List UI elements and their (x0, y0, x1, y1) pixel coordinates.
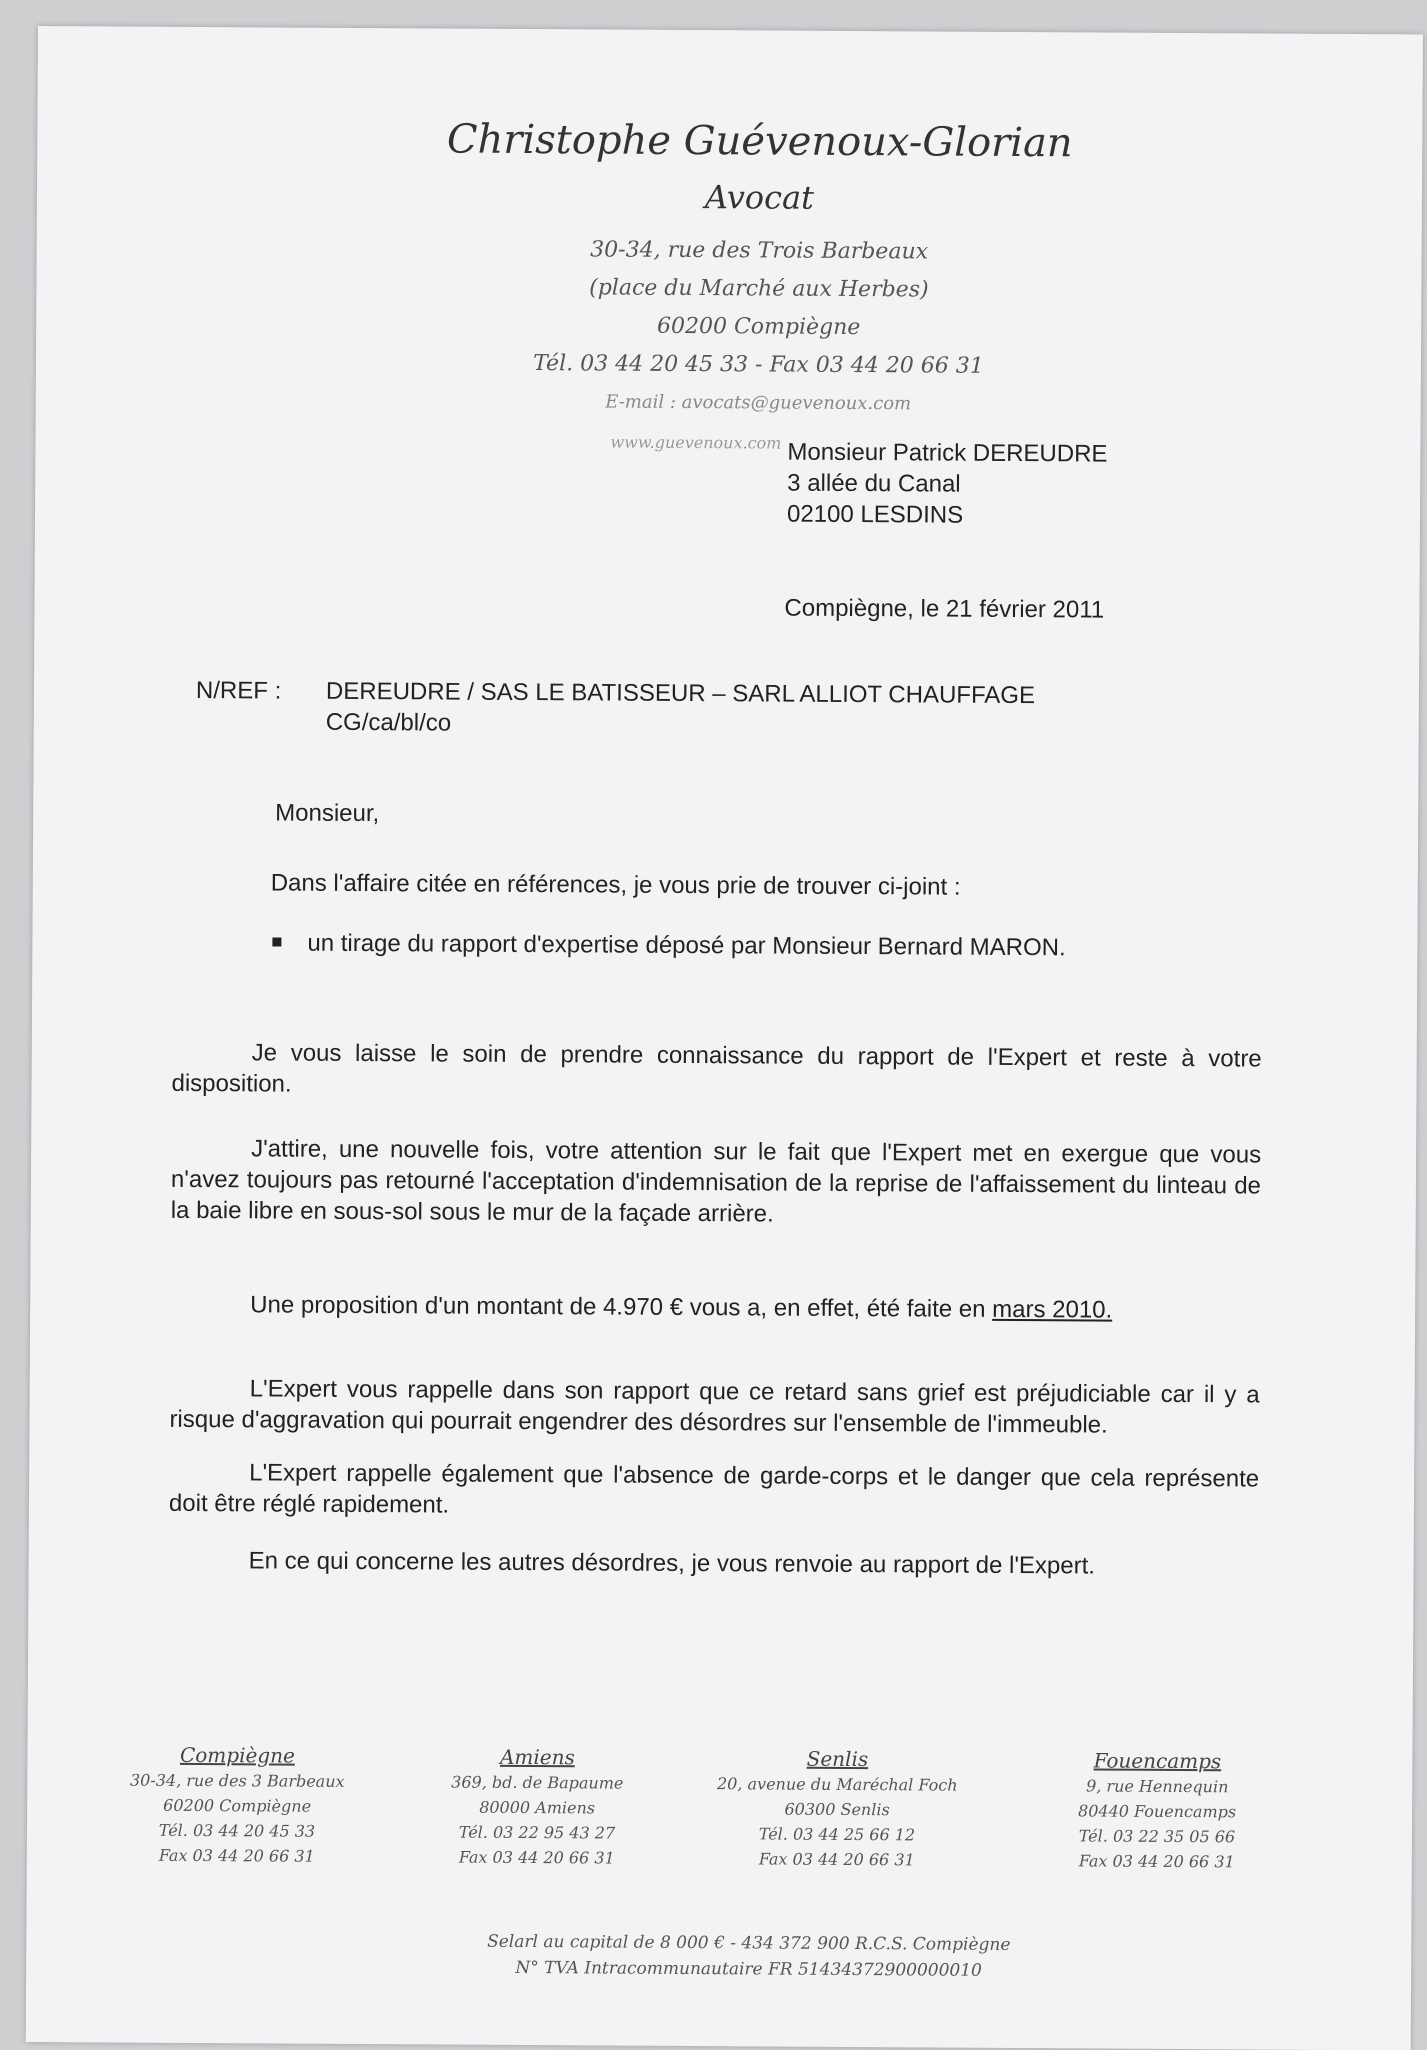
office-compiegne (107, 1742, 368, 1869)
recipient-street: 3 allée du Canal (787, 469, 961, 498)
office-postcode: 80440 Fouencamps (1078, 1801, 1237, 1822)
recipient-city: 02100 LESDINS (786, 500, 964, 529)
office-phone: Tél. 03 44 25 66 12 (758, 1824, 916, 1845)
reference-line-2: CG/ca/bl/co (325, 708, 452, 737)
office-fax: Fax 03 44 20 66 31 (758, 1849, 915, 1870)
letterhead-address-1: 30-34, rue des Trois Barbeaux (590, 237, 929, 265)
paragraph-2: J'attire, une nouvelle fois, votre attention sur le fait que l'Expert met en exergue que vous n'avez toujours pas retourné l'acceptation d'indemnisation de la reprise de l'affaissement du linteau de la baie libre en sous-sol sous le mur de la façade arrière. (170, 1135, 1262, 1228)
paragraph-3 (170, 1289, 1260, 1327)
office-city: Amiens (499, 1744, 575, 1770)
office-senlis (707, 1746, 968, 1873)
reference-line-1: DEREUDRE / SAS LE BATISSEUR – SARL ALLIOT CHAUFFAGE (325, 677, 1036, 710)
paragraph-4: L'Expert vous rappelle dans son rapport que ce retard sans grief est préjudiciable car il y a risque d'aggravation qui pourrait engendrer des désordres sur l'ensemble de l'immeuble. (169, 1375, 1260, 1439)
letterhead-address-3: 60200 Compiègne (656, 313, 861, 341)
letterhead-email: E-mail : avocats@guevenoux.com (605, 391, 912, 415)
office-amiens (407, 1744, 668, 1871)
office-address: 369, bd. de Bapaume (451, 1772, 624, 1793)
lawyer-name: Christophe Guévenoux-Glorian (446, 116, 1073, 167)
office-fax: Fax 03 44 20 66 31 (158, 1845, 315, 1866)
intro-line: Dans l'affaire citée en références, je vous prie de trouver ci-joint : (270, 869, 961, 901)
paragraph-3-date: mars 2010. (992, 1295, 1113, 1324)
recipient-block (787, 437, 1108, 532)
legal-line-1: Selarl au capital de 8 000 € - 434 372 900 R.C.S. Compiègne (487, 1931, 1011, 1955)
reference-block (326, 676, 1035, 742)
recipient-name: Monsieur Patrick DEREUDRE (787, 438, 1108, 468)
office-fouencamps (1027, 1748, 1288, 1875)
date-line: Compiègne, le 21 février 2011 (784, 594, 1105, 624)
office-fax: Fax 03 44 20 66 31 (1078, 1851, 1235, 1872)
bullet-icon (272, 937, 281, 946)
office-city: Senlis (806, 1746, 869, 1772)
office-address: 20, avenue du Maréchal Foch (716, 1774, 958, 1795)
paragraph-5: L'Expert rappelle également que l'absence de garde-corps et le danger que cela représente doit être réglé rapidement. (168, 1459, 1260, 1519)
greeting: Monsieur, (275, 799, 380, 828)
attachment-text: un tirage du rapport d'expertise déposé par Monsieur Bernard MARON. (307, 929, 1066, 962)
paragraph-3-text: Une proposition d'un montant de 4.970 € vous a, en effet, été faite en (250, 1291, 993, 1323)
letterhead-web: www.guevenoux.com (610, 432, 782, 453)
office-address: 30-34, rue des 3 Barbeaux (129, 1770, 345, 1791)
paragraph-6: En ce qui concerne les autres désordres, je vous renvoie au rapport de l'Expert. (248, 1547, 1096, 1580)
office-city: Compiègne (179, 1742, 295, 1768)
reference-label: N/REF : (195, 676, 282, 705)
office-city: Fouencamps (1093, 1748, 1222, 1774)
letterhead-phone: Tél. 03 44 20 45 33 - Fax 03 44 20 66 31 (533, 351, 984, 379)
office-phone: Tél. 03 22 95 43 27 (458, 1822, 616, 1843)
letter-sheet (26, 26, 1423, 2050)
legal-footer (26, 1926, 1411, 1986)
attachment-list-item (270, 927, 1065, 963)
office-postcode: 60300 Senlis (784, 1799, 890, 1820)
office-phone: Tél. 03 22 35 05 66 (1078, 1826, 1236, 1847)
letterhead-address-2: (place du Marché aux Herbes) (589, 275, 929, 303)
office-address: 9, rue Hennequin (1086, 1776, 1229, 1797)
paragraph-1: Je vous laisse le soin de prendre connaissance du rapport de l'Expert et reste à votre disposition. (171, 1039, 1262, 1098)
office-phone: Tél. 03 44 20 45 33 (158, 1820, 316, 1841)
legal-line-2: N° TVA Intracommunautaire FR 51434372900000010 (515, 1957, 982, 1981)
office-postcode: 60200 Compiègne (163, 1795, 312, 1816)
lawyer-title: Avocat (704, 178, 815, 217)
office-fax: Fax 03 44 20 66 31 (458, 1847, 615, 1868)
office-postcode: 80000 Amiens (479, 1797, 596, 1818)
